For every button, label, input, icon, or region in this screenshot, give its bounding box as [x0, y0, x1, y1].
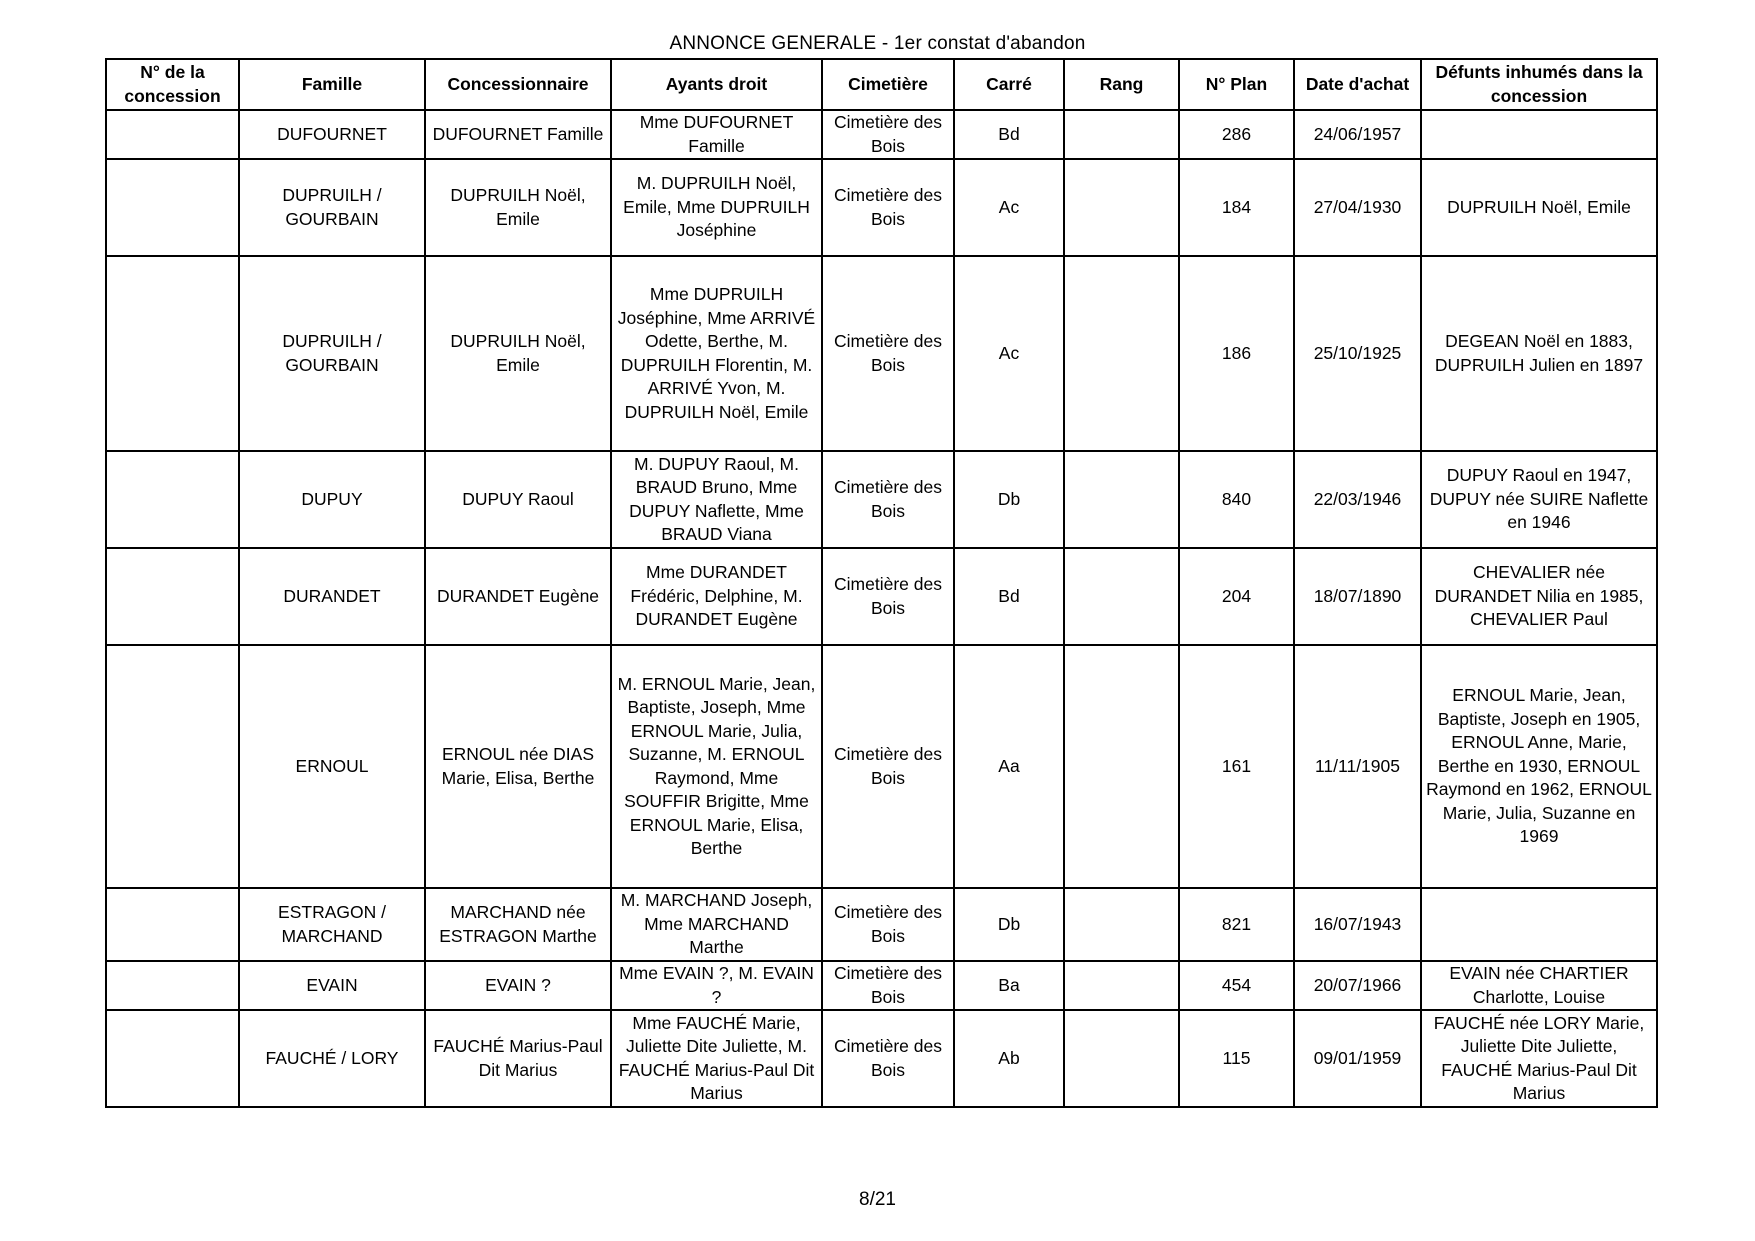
cell-carre: Ac: [954, 159, 1064, 256]
cell-cimetiere: Cimetière des Bois: [822, 548, 954, 645]
cell-cimetiere: Cimetière des Bois: [822, 256, 954, 451]
cell-num-concession: [106, 256, 239, 451]
cell-num-concession: [106, 110, 239, 159]
cell-carre: Bd: [954, 548, 1064, 645]
cell-defunts: EVAIN née CHARTIER Charlotte, Louise: [1421, 961, 1657, 1010]
cell-ayants-droit: M. MARCHAND Joseph, Mme MARCHAND Marthe: [611, 888, 822, 961]
cell-cimetiere: Cimetière des Bois: [822, 451, 954, 548]
cell-concessionnaire: DUPUY Raoul: [425, 451, 611, 548]
cell-ayants-droit: M. ERNOUL Marie, Jean, Baptiste, Joseph, Mme ERNOUL Marie, Julia, Suzanne, M. ERNOUL Raymond, Mme SOUFFIR Brigitte, Mme ERNOUL Marie, Elisa, Berthe: [611, 645, 822, 888]
page-number: 8/21: [859, 1189, 896, 1210]
cell-concessionnaire: DUFOURNET Famille: [425, 110, 611, 159]
cell-cimetiere: Cimetière des Bois: [822, 159, 954, 256]
cell-rang: [1064, 110, 1179, 159]
cell-defunts: DEGEAN Noël en 1883, DUPRUILH Julien en 1897: [1421, 256, 1657, 451]
cell-carre: Ba: [954, 961, 1064, 1010]
cell-famille: EVAIN: [239, 961, 425, 1010]
cell-cimetiere: Cimetière des Bois: [822, 110, 954, 159]
cell-rang: [1064, 451, 1179, 548]
table-row: [106, 645, 1657, 888]
cell-rang: [1064, 645, 1179, 888]
cell-carre: Db: [954, 451, 1064, 548]
header-ayants-droit: Ayants droit: [611, 59, 822, 110]
table-row: [106, 451, 1657, 548]
cell-defunts: [1421, 110, 1657, 159]
cell-defunts: DUPRUILH Noël, Emile: [1421, 159, 1657, 256]
cell-carre: Ab: [954, 1010, 1064, 1107]
cell-num-plan: 821: [1179, 888, 1294, 961]
cell-cimetiere: Cimetière des Bois: [822, 961, 954, 1010]
table-row: [106, 961, 1657, 1010]
cell-ayants-droit: M. DUPRUILH Noël, Emile, Mme DUPRUILH Joséphine: [611, 159, 822, 256]
cell-date-achat: 18/07/1890: [1294, 548, 1421, 645]
header-date-achat: Date d'achat: [1294, 59, 1421, 110]
cell-concessionnaire: MARCHAND née ESTRAGON Marthe: [425, 888, 611, 961]
table-row: [106, 110, 1657, 159]
cell-famille: ESTRAGON / MARCHAND: [239, 888, 425, 961]
cell-num-plan: 840: [1179, 451, 1294, 548]
cell-rang: [1064, 961, 1179, 1010]
document-title: ANNONCE GENERALE - 1er constat d'abandon: [669, 33, 1086, 54]
cell-num-plan: 115: [1179, 1010, 1294, 1107]
cell-num-plan: 161: [1179, 645, 1294, 888]
cell-famille: DUPRUILH / GOURBAIN: [239, 159, 425, 256]
concessions-table: [105, 58, 1658, 1108]
cell-num-concession: [106, 451, 239, 548]
cell-concessionnaire: DURANDET Eugène: [425, 548, 611, 645]
cell-rang: [1064, 256, 1179, 451]
cell-date-achat: 27/04/1930: [1294, 159, 1421, 256]
cell-carre: Aa: [954, 645, 1064, 888]
cell-defunts: ERNOUL Marie, Jean, Baptiste, Joseph en 1905, ERNOUL Anne, Marie, Berthe en 1930, ERNOUL Raymond en 1962, ERNOUL Marie, Julia, Suzanne en 1969: [1421, 645, 1657, 888]
cell-ayants-droit: Mme DUPRUILH Joséphine, Mme ARRIVÉ Odette, Berthe, M. DUPRUILH Florentin, M. ARRIVÉ Yvon, M. DUPRUILH Noël, Emile: [611, 256, 822, 451]
cell-num-concession: [106, 159, 239, 256]
cell-defunts: DUPUY Raoul en 1947, DUPUY née SUIRE Naflette en 1946: [1421, 451, 1657, 548]
cell-rang: [1064, 159, 1179, 256]
header-rang: Rang: [1064, 59, 1179, 110]
cell-defunts: FAUCHÉ née LORY Marie, Juliette Dite Juliette, FAUCHÉ Marius-Paul Dit Marius: [1421, 1010, 1657, 1107]
cell-date-achat: 22/03/1946: [1294, 451, 1421, 548]
cell-concessionnaire: DUPRUILH Noël, Emile: [425, 256, 611, 451]
header-concessionnaire: Concessionnaire: [425, 59, 611, 110]
cell-date-achat: 25/10/1925: [1294, 256, 1421, 451]
header-cimetiere: Cimetière: [822, 59, 954, 110]
cell-carre: Bd: [954, 110, 1064, 159]
cell-cimetiere: Cimetière des Bois: [822, 645, 954, 888]
cell-date-achat: 16/07/1943: [1294, 888, 1421, 961]
cell-rang: [1064, 548, 1179, 645]
cell-num-plan: 186: [1179, 256, 1294, 451]
cell-concessionnaire: FAUCHÉ Marius-Paul Dit Marius: [425, 1010, 611, 1107]
cell-ayants-droit: M. DUPUY Raoul, M. BRAUD Bruno, Mme DUPUY Naflette, Mme BRAUD Viana: [611, 451, 822, 548]
cell-num-plan: 204: [1179, 548, 1294, 645]
cell-ayants-droit: Mme EVAIN ?, M. EVAIN ?: [611, 961, 822, 1010]
header-defunts: Défunts inhumés dans la concession: [1421, 59, 1657, 110]
header-num-plan: N° Plan: [1179, 59, 1294, 110]
cell-famille: DUPRUILH / GOURBAIN: [239, 256, 425, 451]
cell-rang: [1064, 1010, 1179, 1107]
cell-num-concession: [106, 1010, 239, 1107]
cell-rang: [1064, 888, 1179, 961]
cell-date-achat: 09/01/1959: [1294, 1010, 1421, 1107]
cell-date-achat: 11/11/1905: [1294, 645, 1421, 888]
cell-ayants-droit: Mme DUFOURNET Famille: [611, 110, 822, 159]
header-carre: Carré: [954, 59, 1064, 110]
cell-concessionnaire: ERNOUL née DIAS Marie, Elisa, Berthe: [425, 645, 611, 888]
header-num-concession: N° de la concession: [106, 59, 239, 110]
cell-famille: DUFOURNET: [239, 110, 425, 159]
cell-cimetiere: Cimetière des Bois: [822, 888, 954, 961]
cell-ayants-droit: Mme FAUCHÉ Marie, Juliette Dite Juliette, M. FAUCHÉ Marius-Paul Dit Marius: [611, 1010, 822, 1107]
cell-carre: Db: [954, 888, 1064, 961]
table-row: [106, 159, 1657, 256]
table-row: [106, 888, 1657, 961]
cell-num-concession: [106, 548, 239, 645]
cell-famille: FAUCHÉ / LORY: [239, 1010, 425, 1107]
cell-num-plan: 286: [1179, 110, 1294, 159]
cell-defunts: [1421, 888, 1657, 961]
cell-num-plan: 454: [1179, 961, 1294, 1010]
header-famille: Famille: [239, 59, 425, 110]
table-row: [106, 548, 1657, 645]
cell-date-achat: 20/07/1966: [1294, 961, 1421, 1010]
cell-defunts: CHEVALIER née DURANDET Nilia en 1985, CHEVALIER Paul: [1421, 548, 1657, 645]
cell-concessionnaire: EVAIN ?: [425, 961, 611, 1010]
table-row: [106, 256, 1657, 451]
table-row: [106, 1010, 1657, 1107]
cell-num-concession: [106, 961, 239, 1010]
cell-carre: Ac: [954, 256, 1064, 451]
cell-num-plan: 184: [1179, 159, 1294, 256]
cell-famille: DURANDET: [239, 548, 425, 645]
cell-num-concession: [106, 888, 239, 961]
cell-famille: ERNOUL: [239, 645, 425, 888]
cell-date-achat: 24/06/1957: [1294, 110, 1421, 159]
cell-num-concession: [106, 645, 239, 888]
cell-cimetiere: Cimetière des Bois: [822, 1010, 954, 1107]
cell-famille: DUPUY: [239, 451, 425, 548]
table-header-row: [106, 59, 1657, 110]
cell-concessionnaire: DUPRUILH Noël, Emile: [425, 159, 611, 256]
cell-ayants-droit: Mme DURANDET Frédéric, Delphine, M. DURANDET Eugène: [611, 548, 822, 645]
